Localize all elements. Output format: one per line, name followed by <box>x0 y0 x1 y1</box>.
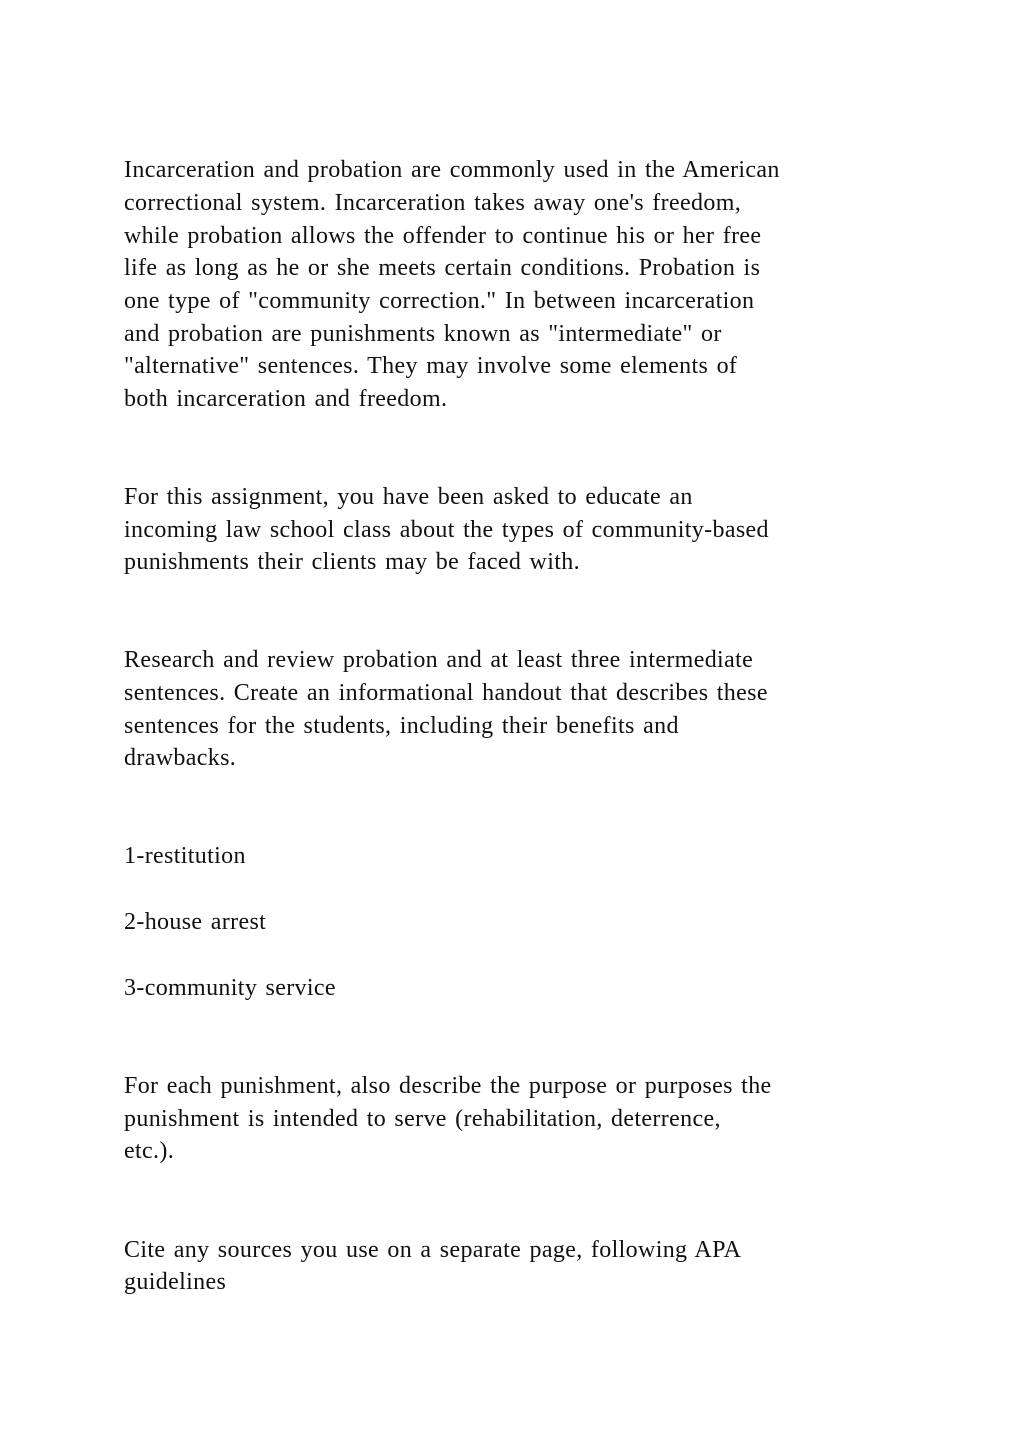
text-line: For each punishment, also describe the purpose or purposes the <box>124 1073 772 1099</box>
text-line: etc.). <box>124 1138 175 1164</box>
text-line: guidelines <box>124 1269 227 1295</box>
text-line: incoming law school class about the types of community-based <box>124 517 769 543</box>
text-line: drawbacks. <box>124 745 237 771</box>
text-line: one type of "community correction." In between incarceration <box>124 288 755 314</box>
text-line: sentences. Create an informational handout that describes these <box>124 680 768 706</box>
list-item: 3-community service <box>124 975 336 1001</box>
text-line: sentences for the students, including their benefits and <box>124 713 679 739</box>
text-line: "alternative" sentences. They may involve some elements of <box>124 353 738 379</box>
text-line: and probation are punishments known as "intermediate" or <box>124 321 722 347</box>
text-line: Cite any sources you use on a separate page, following APA <box>124 1237 742 1263</box>
list-item: 2-house arrest <box>124 909 267 935</box>
text-line: Research and review probation and at least three intermediate <box>124 647 754 673</box>
list-item: 1-restitution <box>124 843 246 869</box>
text-line: correctional system. Incarceration takes away one's freedom, <box>124 190 742 216</box>
text-line: punishment is intended to serve (rehabilitation, deterrence, <box>124 1106 721 1132</box>
text-line: while probation allows the offender to continue his or her free <box>124 223 762 249</box>
text-line: both incarceration and freedom. <box>124 386 448 412</box>
text-line: Incarceration and probation are commonly used in the American <box>124 157 780 183</box>
text-line: life as long as he or she meets certain conditions. Probation is <box>124 255 761 281</box>
text-line: For this assignment, you have been asked to educate an <box>124 484 693 510</box>
text-line: punishments their clients may be faced with. <box>124 549 580 575</box>
